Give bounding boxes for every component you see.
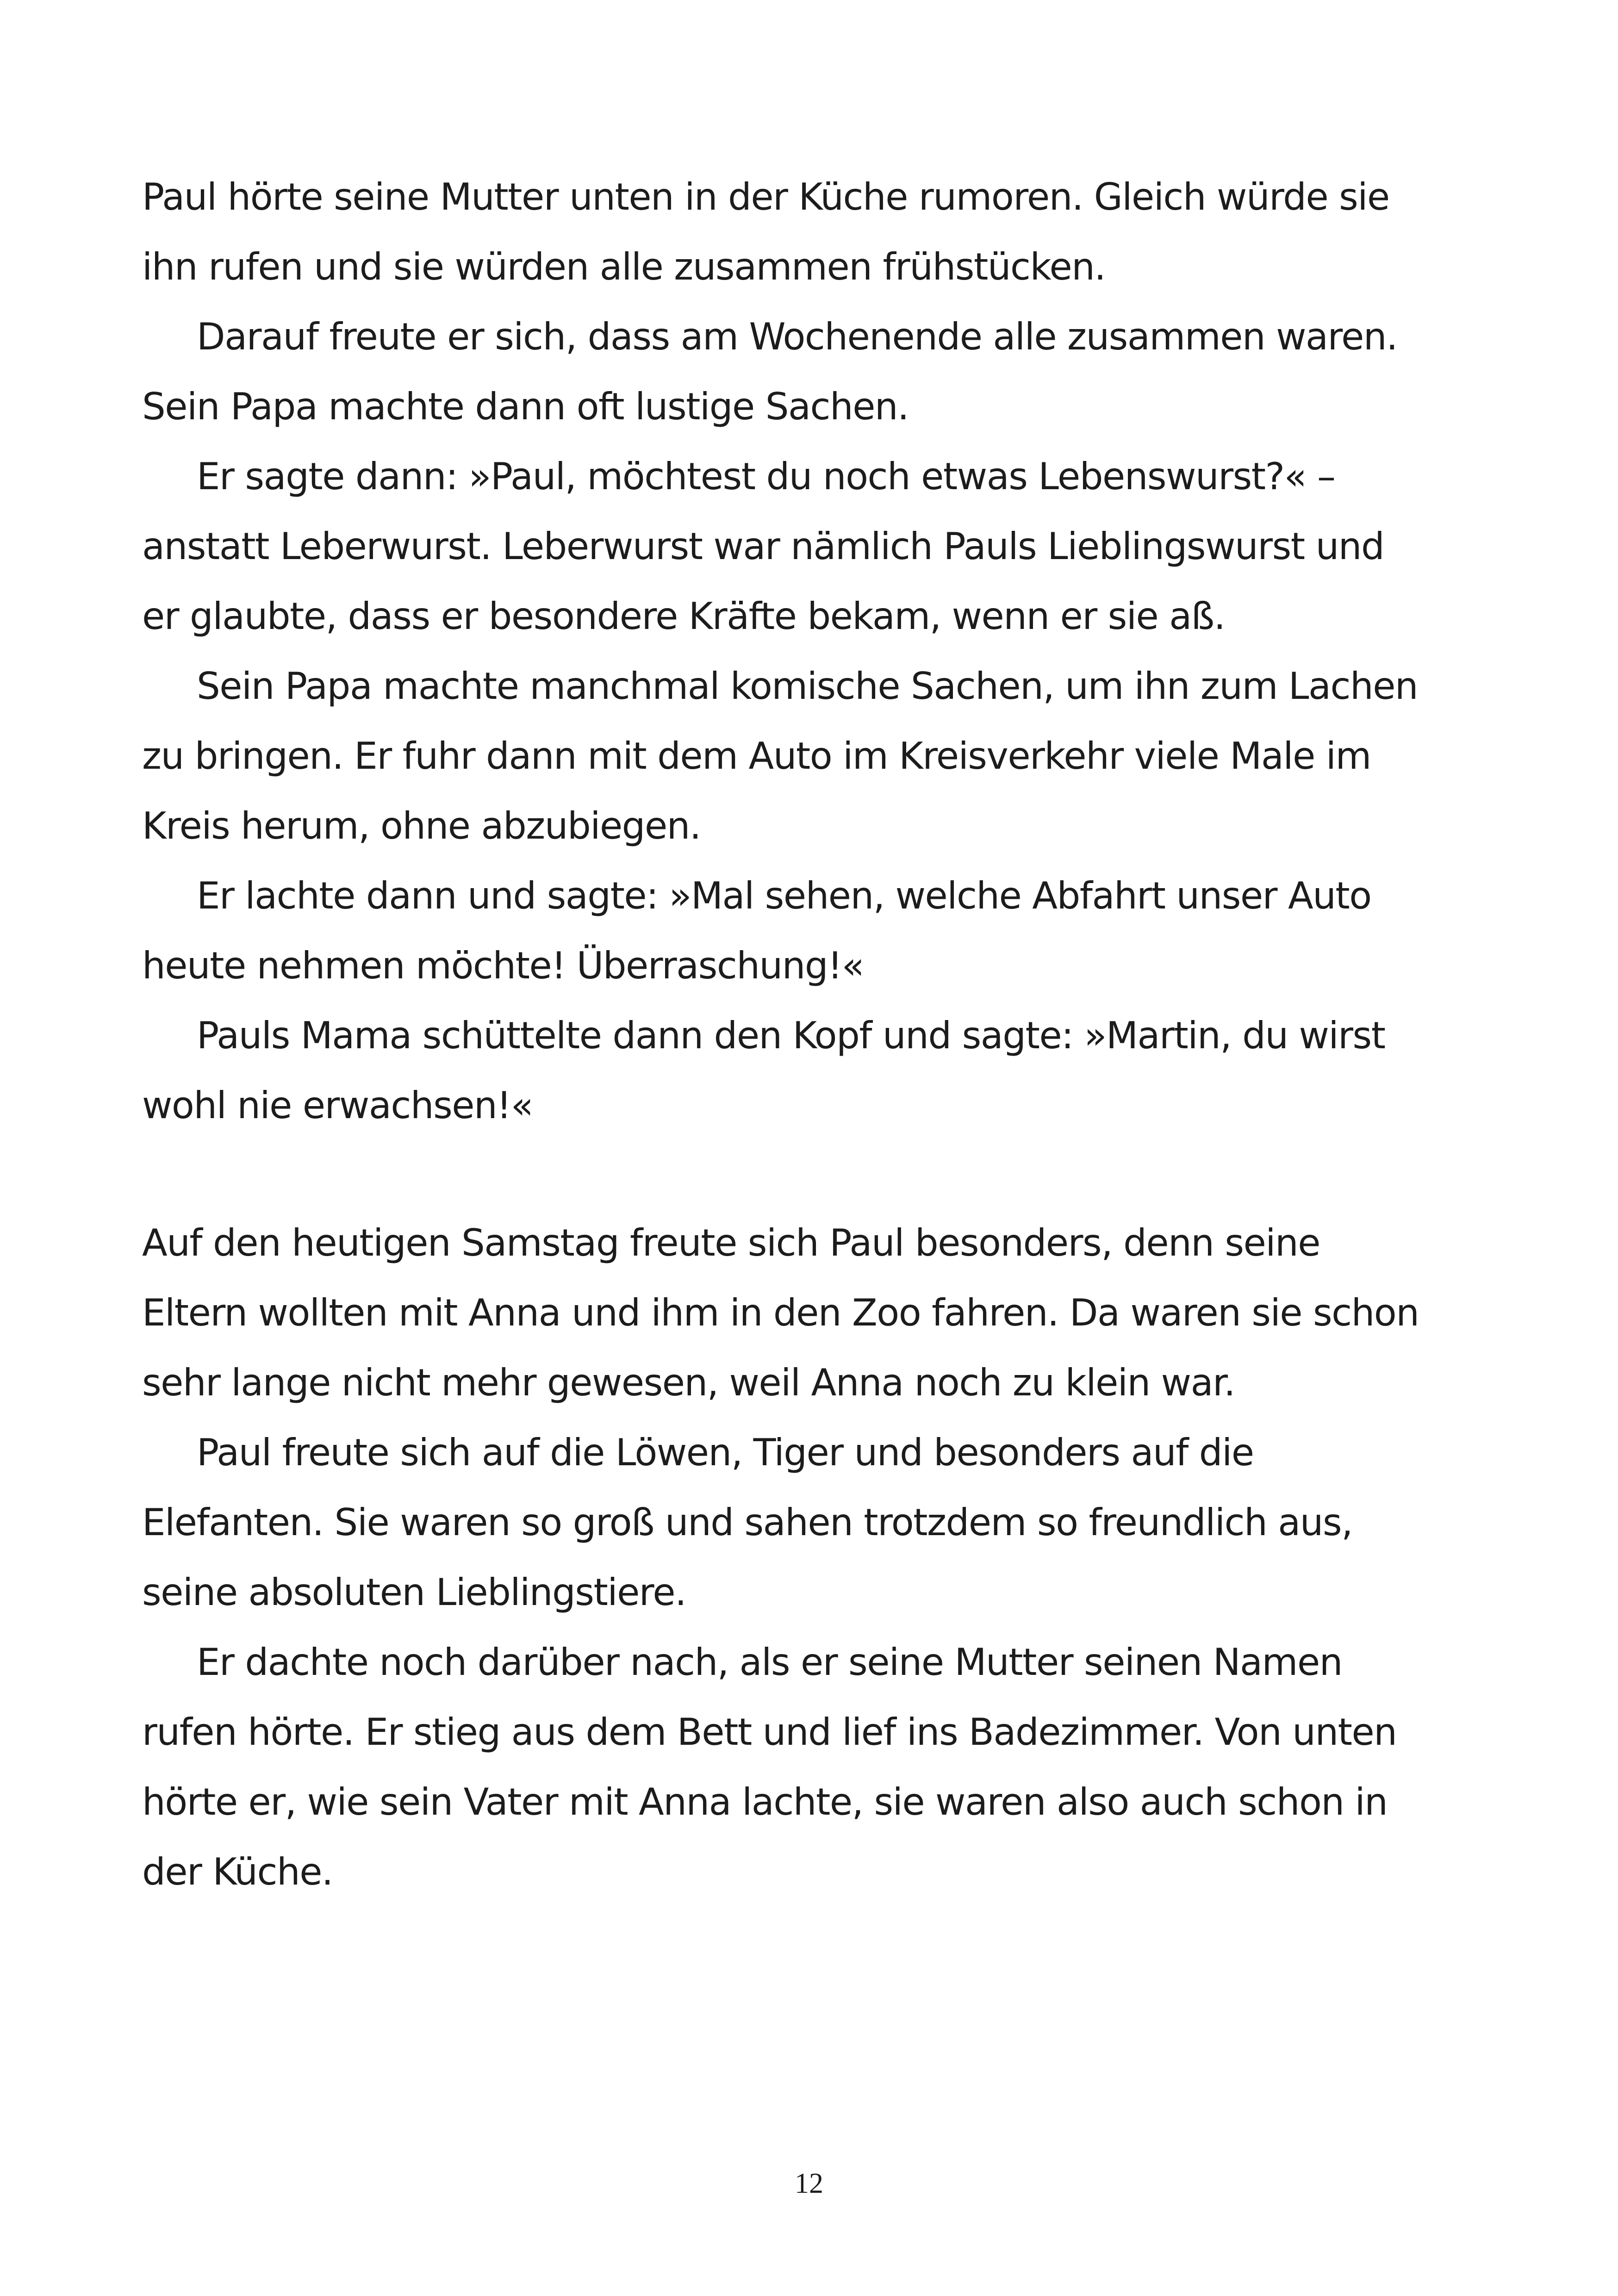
text-section-2	[142, 1208, 1419, 1907]
text-section-1	[142, 162, 1419, 1140]
paragraph: Sein Papa machte manchmal komische Sachen, um ihn zum Lachen zu bringen. Er fuhr dann mit dem Auto im Kreisverkehr viele Male im Kreis herum, ohne abzubiegen.	[142, 665, 1418, 847]
paragraph: Paul freute sich auf die Löwen, Tiger und besonders auf die Elefanten. Sie waren so groß und sahen trotzdem so freundlich aus, seine absoluten Lieblingstiere.	[142, 1431, 1353, 1614]
paragraph: Pauls Mama schüttelte dann den Kopf und sagte: »Martin, du wirst wohl nie erwachsen!«	[142, 1014, 1385, 1127]
paragraph: Er dachte noch darüber nach, als er seine Mutter seinen Namen rufen hörte. Er stieg aus dem Bett und lief ins Badezimmer. Von unten hörte er, wie sein Vater mit Anna lachte, sie waren also auch schon in der Küche.	[142, 1641, 1397, 1893]
paragraph: Er lachte dann und sagte: »Mal sehen, welche Abfahrt unser Auto heute nehmen möchte! Überraschung!«	[142, 874, 1371, 987]
page-number: 12	[795, 2168, 823, 2199]
paragraph: Darauf freute er sich, dass am Wochenende alle zusammen waren. Sein Papa machte dann oft lustige Sachen.	[142, 315, 1398, 428]
paragraph: Er sagte dann: »Paul, möchtest du noch etwas Lebenswurst?« – anstatt Leberwurst. Leberwurst war nämlich Pauls Lieblingswurst und er glaubte, dass er besondere Kräfte bekam, wenn er sie aß.	[142, 455, 1384, 638]
paragraph: Auf den heutigen Samstag freute sich Paul besonders, denn seine Eltern wollten mit Anna und ihm in den Zoo fahren. Da waren sie schon sehr lange nicht mehr gewesen, weil Anna noch zu klein war.	[142, 1221, 1419, 1404]
paragraph: Paul hörte seine Mutter unten in der Küche rumoren. Gleich würde sie ihn rufen und sie würden alle zusammen frühstücken.	[142, 175, 1389, 288]
